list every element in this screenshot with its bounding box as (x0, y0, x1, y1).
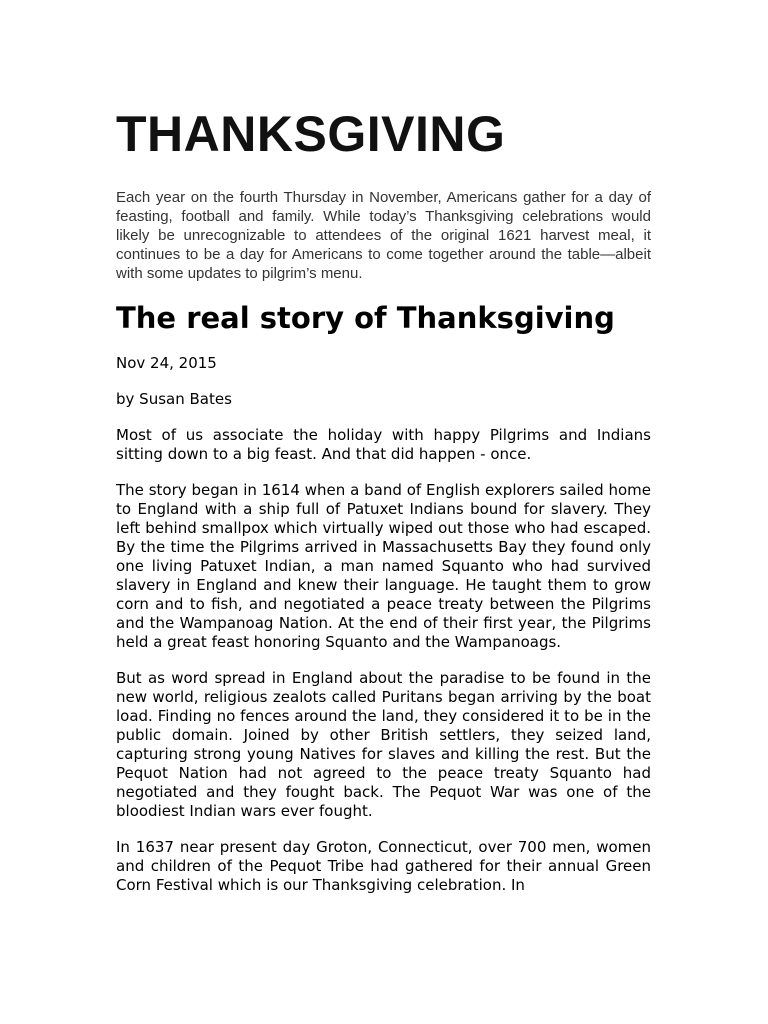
article-byline: by Susan Bates (116, 390, 232, 408)
intro-paragraph: Each year on the fourth Thursday in November, Americans gather for a day of feasting, football and family. While today’s Thanksgiving celebrations would likely be unrecognizable to attendees of the original 1621 harvest meal, it continues to be a day for Americans to come together around the table—albeit with some updates to pilgrim’s menu. (116, 189, 651, 282)
document-title: THANKSGIVING (116, 106, 506, 162)
article-date: Nov 24, 2015 (116, 354, 217, 372)
article-paragraph-2: The story began in 1614 when a band of English explorers sailed home to England with a ship full of Patuxet Indians bound for slavery. They left behind smallpox which virtually wiped out those who had escaped. By the time the Pilgrims arrived in Massachusetts Bay they found only one living Patuxet Indian, a man named Squanto who had survived slavery in England and knew their language. He taught them to grow corn and to fish, and negotiated a peace treaty between the Pilgrims and the Wampanoag Nation. At the end of their first year, the Pilgrims held a great feast honoring Squanto and the Wampanoags. (116, 481, 651, 651)
article-paragraph-3: But as word spread in England about the paradise to be found in the new world, religious zealots called Puritans began arriving by the boat load. Finding no fences around the land, they considered it to be in the public domain. Joined by other British settlers, they seized land, capturing strong young Natives for slaves and killing the rest. But the Pequot Nation had not agreed to the peace treaty Squanto had negotiated and they fought back. The Pequot War was one of the bloodiest Indian wars ever fought. (116, 669, 651, 820)
article-headline: The real story of Thanksgiving (116, 301, 615, 335)
article (116, 298, 651, 895)
article-paragraph-4: In 1637 near present day Groton, Connecticut, over 700 men, women and children of the Pequot Tribe had gathered for their annual Green Corn Festival which is our Thanksgiving celebration. In (116, 838, 651, 894)
article-paragraph-1: Most of us associate the holiday with happy Pilgrims and Indians sitting down to a big feast. And that did happen - once. (116, 426, 651, 463)
